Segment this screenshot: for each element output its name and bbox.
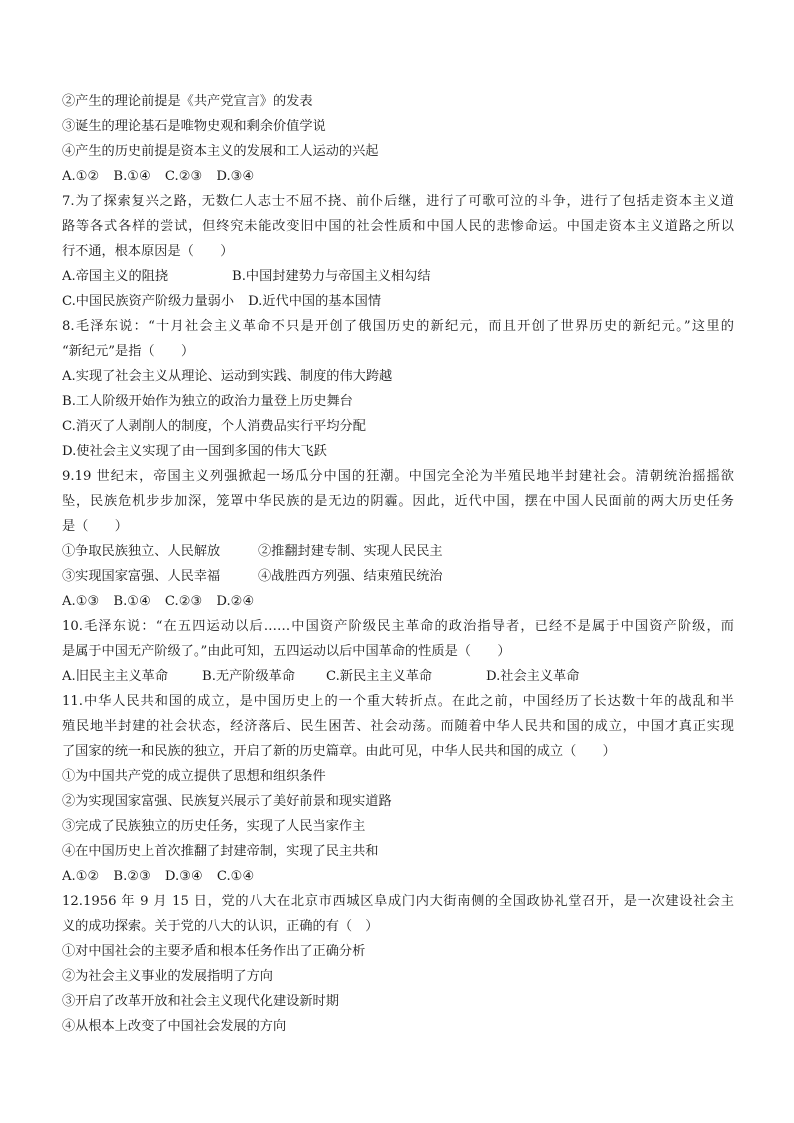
q9-stem-line-1: 9.19 世纪末，帝国主义列强掀起一场瓜分中国的狂潮。中国完全沦为半殖民地半封建社会。清朝统治摇摇欲 — [62, 469, 734, 484]
q6-option-c: C.②③ — [164, 169, 203, 184]
q12-statement-4: ④从根本上改变了中国社会发展的方向 — [62, 1019, 287, 1034]
q11-option-c: C.①④ — [216, 869, 255, 884]
q11-option-d: D.③④ — [164, 869, 203, 884]
q11-statement-2: ②为实现国家富强、民族复兴展示了美好前景和现实道路 — [62, 794, 392, 809]
q10-stem-line-2: 是属于中国无产阶级了。”由此可知，五四运动以后中国革命的性质是（ ） — [62, 644, 511, 659]
q11-option-b: B.②③ — [113, 869, 151, 884]
q9-statements-row-1 — [62, 539, 734, 564]
q10-options — [62, 664, 734, 689]
q11-statement-1: ①为中国共产党的成立提供了思想和组织条件 — [62, 769, 326, 784]
q6-option-d: D.③④ — [216, 169, 255, 184]
q8-option-b: B.工人阶级开始作为独立的政治力量登上历史舞台 — [62, 394, 353, 409]
q7-option-b: B.中国封建势力与帝国主义相勾结 — [232, 269, 431, 284]
q6-statement-2: ②产生的理论前提是《共产党宣言》的发表 — [62, 94, 313, 109]
q9-option-a: A.①③ — [62, 594, 100, 609]
q10-option-c: C.新民主主义革命 — [326, 669, 433, 684]
q12-stem-line-1: 12.1956 年 9 月 15 日，党的八大在北京市西城区阜成门内大街南侧的全国政协礼堂召开，是一次建设社会主 — [62, 894, 734, 909]
q7-option-a: A.帝国主义的阻挠 — [62, 269, 169, 284]
q9-statement-3: ③实现国家富强、人民幸福 — [62, 569, 221, 584]
q9-stem-line-2: 坠，民族危机步步加深，笼罩中华民族的是无边的阴霾。因此，近代中国，摆在中国人民面前的两大历史任务 — [62, 494, 734, 509]
q7-options-row-2 — [62, 289, 734, 314]
q7-stem-line-1: 7.为了探索复兴之路，无数仁人志士不屈不挠、前仆后继，进行了可歌可泣的斗争，进行了包括走资本主义道 — [62, 194, 734, 209]
q7-stem-line-2: 路等各式各样的尝试，但终究未能改变旧中国的社会性质和中国人民的悲惨命运。中国走资本主义道路之所以 — [62, 219, 734, 234]
q8-stem-line-1: 8.毛泽东说：“十月社会主义革命不只是开创了俄国历史的新纪元，而且开创了世界历史的新纪元。”这里的 — [62, 319, 734, 334]
q10-option-b: B.无产阶级革命 — [202, 669, 296, 684]
q11-stem-line-2: 殖民地半封建的社会状态，经济落后、民生困苦、社会动荡。而随着中华人民共和国的成立，中国才真正实现 — [62, 719, 734, 734]
q7-stem-line-3: 行不通，根本原因是（ ） — [62, 244, 234, 259]
q8-stem-line-2: “新纪元”是指（ ） — [62, 344, 195, 359]
q7-option-c: C.中国民族资产阶级力量弱小 — [62, 294, 235, 309]
q9-option-c: C.②③ — [164, 594, 203, 609]
q12-statement-3: ③开启了改革开放和社会主义现代化建设新时期 — [62, 994, 339, 1009]
q10-stem-line-1: 10.毛泽东说：“在五四运动以后……中国资产阶级民主革命的政治指导者，已经不是属于中国资产阶级，而 — [62, 619, 734, 634]
q12-statement-2: ②为社会主义事业的发展指明了方向 — [62, 969, 273, 984]
q11-options — [62, 864, 734, 889]
q9-stem-line-3: 是（ ） — [62, 519, 128, 534]
q10-option-d: D.社会主义革命 — [486, 669, 580, 684]
q11-statement-3: ③完成了民族独立的历史任务，实现了人民当家作主 — [62, 819, 366, 834]
q6-options — [62, 164, 734, 189]
q7-option-d: D.近代中国的基本国情 — [248, 294, 382, 309]
q11-stem-line-3: 了国家的统一和民族的独立，开启了新的历史篇章。由此可见，中华人民共和国的成立（ ） — [62, 744, 616, 759]
q6-option-a: A.①② — [62, 169, 100, 184]
q9-option-d: D.②④ — [216, 594, 255, 609]
q12-statement-1: ①对中国社会的主要矛盾和根本任务作出了正确分析 — [62, 944, 366, 959]
q8-option-a: A.实现了社会主义从理论、运动到实践、制度的伟大跨越 — [62, 369, 393, 384]
q11-option-a: A.①② — [62, 869, 100, 884]
q11-stem-line-1: 11.中华人民共和国的成立，是中国历史上的一个重大转折点。在此之前，中国经历了长达数十年的战乱和半 — [62, 694, 734, 709]
q8-option-c: C.消灭了人剥削人的制度，个人消费品实行平均分配 — [62, 419, 366, 434]
q9-statements-row-2 — [62, 564, 734, 589]
q6-statement-3: ③诞生的理论基石是唯物史观和剩余价值学说 — [62, 119, 326, 134]
q9-options — [62, 589, 734, 614]
q9-statement-4: ④战胜西方列强、结束殖民统治 — [258, 569, 443, 584]
q9-option-b: B.①④ — [113, 594, 151, 609]
q9-statement-1: ①争取民族独立、人民解放 — [62, 544, 221, 559]
q6-statement-4: ④产生的历史前提是资本主义的发展和工人运动的兴起 — [62, 144, 379, 159]
q8-option-d: D.使社会主义实现了由一国到多国的伟大飞跃 — [62, 444, 327, 459]
q7-options-row-1 — [62, 264, 734, 289]
q10-option-a: A.旧民主主义革命 — [62, 669, 169, 684]
q6-option-b: B.①④ — [113, 169, 151, 184]
q11-statement-4: ④在中国历史上首次推翻了封建帝制，实现了民主共和 — [62, 844, 379, 859]
q12-stem-line-2: 义的成功探索。关于党的八大的认识，正确的有（ ） — [62, 919, 379, 934]
q9-statement-2: ②推翻封建专制、实现人民民主 — [258, 544, 443, 559]
page-content — [62, 89, 734, 1039]
